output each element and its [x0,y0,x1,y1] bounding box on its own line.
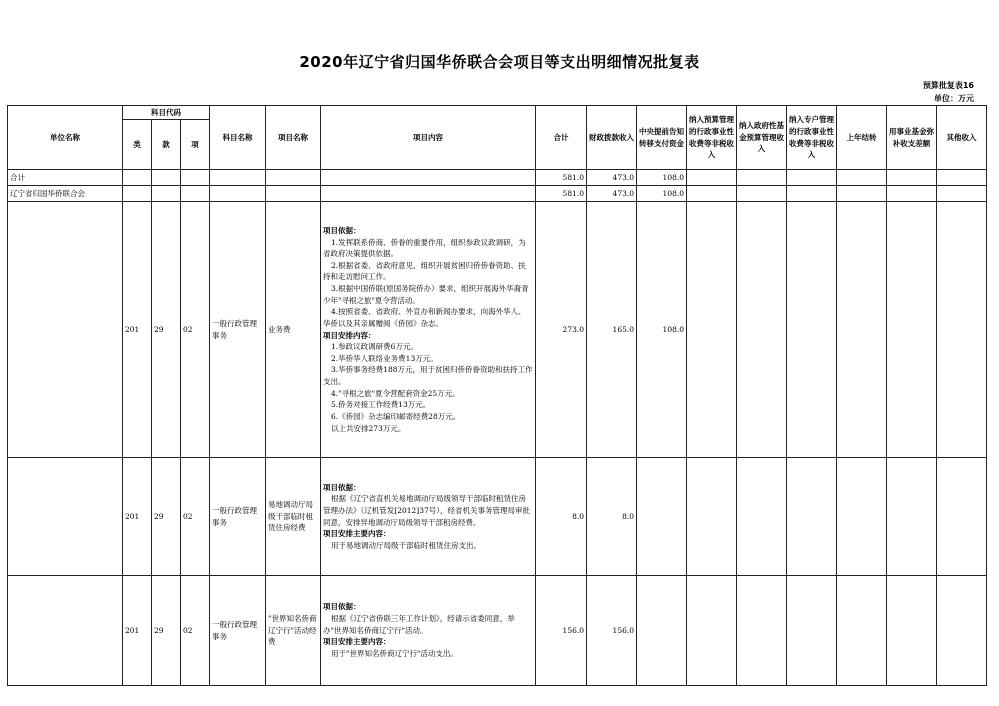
subject-name-cell: 一般行政管理事务 [210,576,266,686]
xiang-cell: 02 [181,202,210,458]
empty-cell [687,202,737,458]
content-line: 3.华侨事务经费188万元，用于贫困归侨侨眷资助和扶持工作支出。 [323,365,533,386]
content-heading: 项目依据： [323,225,361,235]
header-fund: 纳入政府性基金预算管理收入 [737,106,787,170]
content-heading: 项目依据： [323,602,361,612]
kuan-cell [152,186,181,202]
header-row-1 [8,106,987,120]
header-xiang: 项 [181,120,210,170]
empty-cell [737,202,787,458]
lei-cell: 201 [123,202,152,458]
unit-name-cell [8,576,123,686]
kuan-cell: 29 [152,458,181,576]
project-cell [266,170,321,186]
empty-cell [787,202,837,458]
empty-cell [787,458,837,576]
empty-cell [837,458,887,576]
kuan-cell [152,170,181,186]
header-central: 中央提前告知转移支付资金 [637,106,687,170]
content-heading: 项目安排主要内容： [323,529,391,539]
lei-cell [123,186,152,202]
central-cell: 108.0 [637,186,687,202]
total-cell: 581.0 [536,186,587,202]
content-heading: 项目安排主要内容： [323,637,391,647]
central-cell [637,458,687,576]
empty-cell [737,186,787,202]
unit-name-cell: 辽宁省归国华侨联合会 [8,186,123,202]
table-number: 预算批复表16 [922,81,974,90]
fiscal-cell: 165.0 [587,202,637,458]
project-name-cell: 业务费 [266,202,321,458]
empty-cell [937,202,987,458]
total-cell: 156.0 [536,576,587,686]
summary-row [8,170,987,186]
empty-cell [687,170,737,186]
project-row [8,458,987,576]
empty-cell [787,186,837,202]
table-body [8,106,987,686]
fiscal-cell: 8.0 [587,458,637,576]
empty-cell [887,186,937,202]
content-line: 2.华侨华人联络业务费13万元。 [331,353,438,363]
content-line: 以上共安排273万元。 [331,423,406,433]
lei-cell: 201 [123,458,152,576]
content-line: 1.参政议政调研费6万元。 [331,342,418,352]
project-content-cell [321,202,536,458]
page-title: 2020年辽宁省归国华侨联合会项目等支出明细情况批复表 [299,53,700,71]
empty-cell [887,458,937,576]
project-name-cell: 易地调动厅局级干部临时租赁住房经费 [266,458,321,576]
content-line: 6.《侨园》杂志编印邮寄经费28万元。 [331,411,461,421]
content-line: 1.发挥联系侨商、侨眷的重要作用，组织参政议政调研，为省政府决策提供依据。 [323,237,526,259]
empty-cell [787,576,837,686]
header-special-fee: 纳入专户管理的行政事业性收费等非税收入 [787,106,837,170]
project-content-cell [321,576,536,686]
total-cell: 8.0 [536,458,587,576]
xiang-cell [181,186,210,202]
header-carryover: 上年结转 [837,106,887,170]
content-heading: 项目安排内容： [323,330,376,340]
project-content-cell [321,458,536,576]
header-institution: 用事业基金弥补收支差额 [887,106,937,170]
lei-cell [123,170,152,186]
content-cell [321,170,536,186]
content-line: 用于易地调动厅局级干部临时租赁住房支出。 [331,540,482,550]
empty-cell [687,576,737,686]
content-line: 根据《辽宁省直机关易地调动厅局级领导干部临时租赁住房管理办法》（辽机管发[2012]37号），经省机关事务管理局审批同意，安排异地调动厅局级领导干部租房经费。 [323,494,531,527]
project-row [8,202,987,458]
empty-cell [837,576,887,686]
header-kuan: 款 [152,120,181,170]
central-cell [637,576,687,686]
empty-cell [887,576,937,686]
central-cell: 108.0 [637,170,687,186]
fiscal-cell: 473.0 [587,186,637,202]
content-heading: 项目依据： [323,482,361,492]
subject-cell [210,170,266,186]
empty-cell [737,576,787,686]
empty-cell [937,458,987,576]
kuan-cell: 29 [152,576,181,686]
lei-cell: 201 [123,576,152,686]
empty-cell [687,458,737,576]
project-name-cell: "世界知名侨商辽宁行"活动经费 [266,576,321,686]
header-unit-name: 单位名称 [8,106,123,170]
content-line: 用于"世界知名侨商辽宁行"活动支出。 [331,648,458,658]
subject-name-cell: 一般行政管理事务 [210,458,266,576]
kuan-cell: 29 [152,202,181,458]
content-line: 根据《辽宁省侨联三年工作计划》，经请示省委同意，举办"世界知名侨商辽宁行"活动。 [323,614,515,635]
empty-cell [937,186,987,202]
fiscal-cell: 156.0 [587,576,637,686]
header-lei: 类 [123,120,152,170]
project-cell [266,186,321,202]
empty-cell [887,202,937,458]
empty-cell [937,170,987,186]
empty-cell [737,458,787,576]
content-line: 4."寻根之旅"夏令营配套资金25万元。 [331,388,460,398]
header-subject-code: 科目代码 [123,106,210,120]
content-line: 3.根据中国侨联(原国务院侨办）要求，组织开展海外华裔青少年"寻根之旅"夏令营活动。 [323,284,529,305]
content-line: 2.根据省委、省政府意见，组织开展贫困归侨侨眷资助、扶持和走访慰问工作。 [323,260,526,282]
empty-cell [787,170,837,186]
fiscal-cell: 473.0 [587,170,637,186]
empty-cell [887,170,937,186]
total-cell: 273.0 [536,202,587,458]
content-cell [321,186,536,202]
content-line: 5.侨务对接工作经费13万元。 [331,400,431,410]
summary-row [8,186,987,202]
header-subject-name: 科目名称 [210,106,266,170]
xiang-cell: 02 [181,576,210,686]
header-total: 合计 [536,106,587,170]
unit-name-cell [8,202,123,458]
header-project-content: 项目内容 [321,106,536,170]
header-project-name: 项目名称 [266,106,321,170]
subject-name-cell: 一般行政管理事务 [210,202,266,458]
header-budget-fee: 纳入预算管理的行政事业性收费等非税收入 [687,106,737,170]
budget-table [7,105,987,686]
subject-cell [210,186,266,202]
header-other: 其他收入 [937,106,987,170]
project-row [8,576,987,686]
unit-name-cell: 合计 [8,170,123,186]
total-cell: 581.0 [536,170,587,186]
content-line: 4.按照省委、省政府、外宣办和新闻办要求，向海外华人、华侨以及其亲属赠阅《侨园》杂志。 [323,307,526,328]
empty-cell [837,186,887,202]
xiang-cell [181,170,210,186]
central-cell: 108.0 [637,202,687,458]
header-fiscal: 财政拨款收入 [587,106,637,170]
empty-cell [687,186,737,202]
unit-name-cell [8,458,123,576]
unit-label: 单位：万元 [934,94,974,103]
empty-cell [737,170,787,186]
xiang-cell: 02 [181,458,210,576]
empty-cell [837,170,887,186]
empty-cell [837,202,887,458]
empty-cell [937,576,987,686]
